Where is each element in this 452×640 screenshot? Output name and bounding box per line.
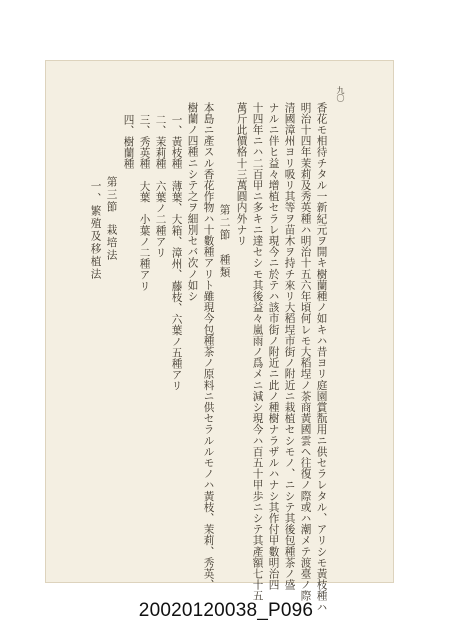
text-column: 萬斤此價格十三萬圓内外ナリ — [235, 102, 248, 247]
list-item-shuying: 三、秀英種 大葉 小葉ノ二種アリ — [138, 114, 151, 292]
section-2-title: 種類 — [218, 254, 231, 280]
scanned-page — [45, 60, 394, 583]
image-id-caption: 20020120038_P096 — [138, 600, 314, 621]
section-2-intro-line: 樹蘭ノ四種ニシテ之ヲ細別セバ次ノ如シ — [186, 102, 199, 302]
text-column: ナルニ伴ヒ益々增植セラレ現今ニ於テハ該市街ノ附近ニ此ノ種樹ナラザルハナシ其作付甲數明治四 — [267, 102, 280, 591]
text-column: 清國漳州ヨリ吸リ其等ヲ苗木ヲ持チ來リ大稻埕市街ノ附近ニ栽植セシモノ、ニシテ其後包種茶ノ盛 — [283, 102, 296, 591]
section-3-title: 栽培法 — [105, 224, 118, 262]
list-item-yellow-branch: 一、黃枝種 薄葉、大箱、漳州、藤枝、六葉ノ五種アリ — [170, 114, 183, 392]
section-3-heading: 第三節 — [105, 176, 118, 214]
list-item-aglaia: 四、樹蘭種 — [122, 114, 135, 170]
text-column: 明治十四年茉莉及秀英種ハ明治十五六年頃何レモ大稻埕ノ茶商黃國雲ヘ往復ノ際或ハ潮メテ渡臺ノ際 — [299, 102, 312, 602]
section-2-intro-line: 本島ニ產スル香花作物ハ十數種アリト雖現今包種茶ノ原料ニ供セラルルモノハ黃枝、茉莉、秀英、 — [202, 102, 215, 591]
text-column: 十四年ニハ二百甲ニ多キニ達セシモ其後益々嵐雨ノ爲メニ減シ現今ハ百五十甲歩ニシテ其產額七十五 — [251, 102, 264, 602]
page-number: 九〇 — [336, 86, 345, 102]
text-column: 香花モ相待チタル一新紀元ヲ開キ樹蘭種ノ如キハ昔ヨリ庭園賞翫用ニ供セラレタル、アリシモ黃枝種ハ — [315, 102, 328, 613]
list-item-jasmine: 二、茉莉種 六葉ノ二種アリ — [154, 114, 167, 259]
section-2-heading: 第二節 — [218, 204, 231, 242]
subsection-propagation: 一、繁殖及移植法 — [89, 180, 102, 281]
